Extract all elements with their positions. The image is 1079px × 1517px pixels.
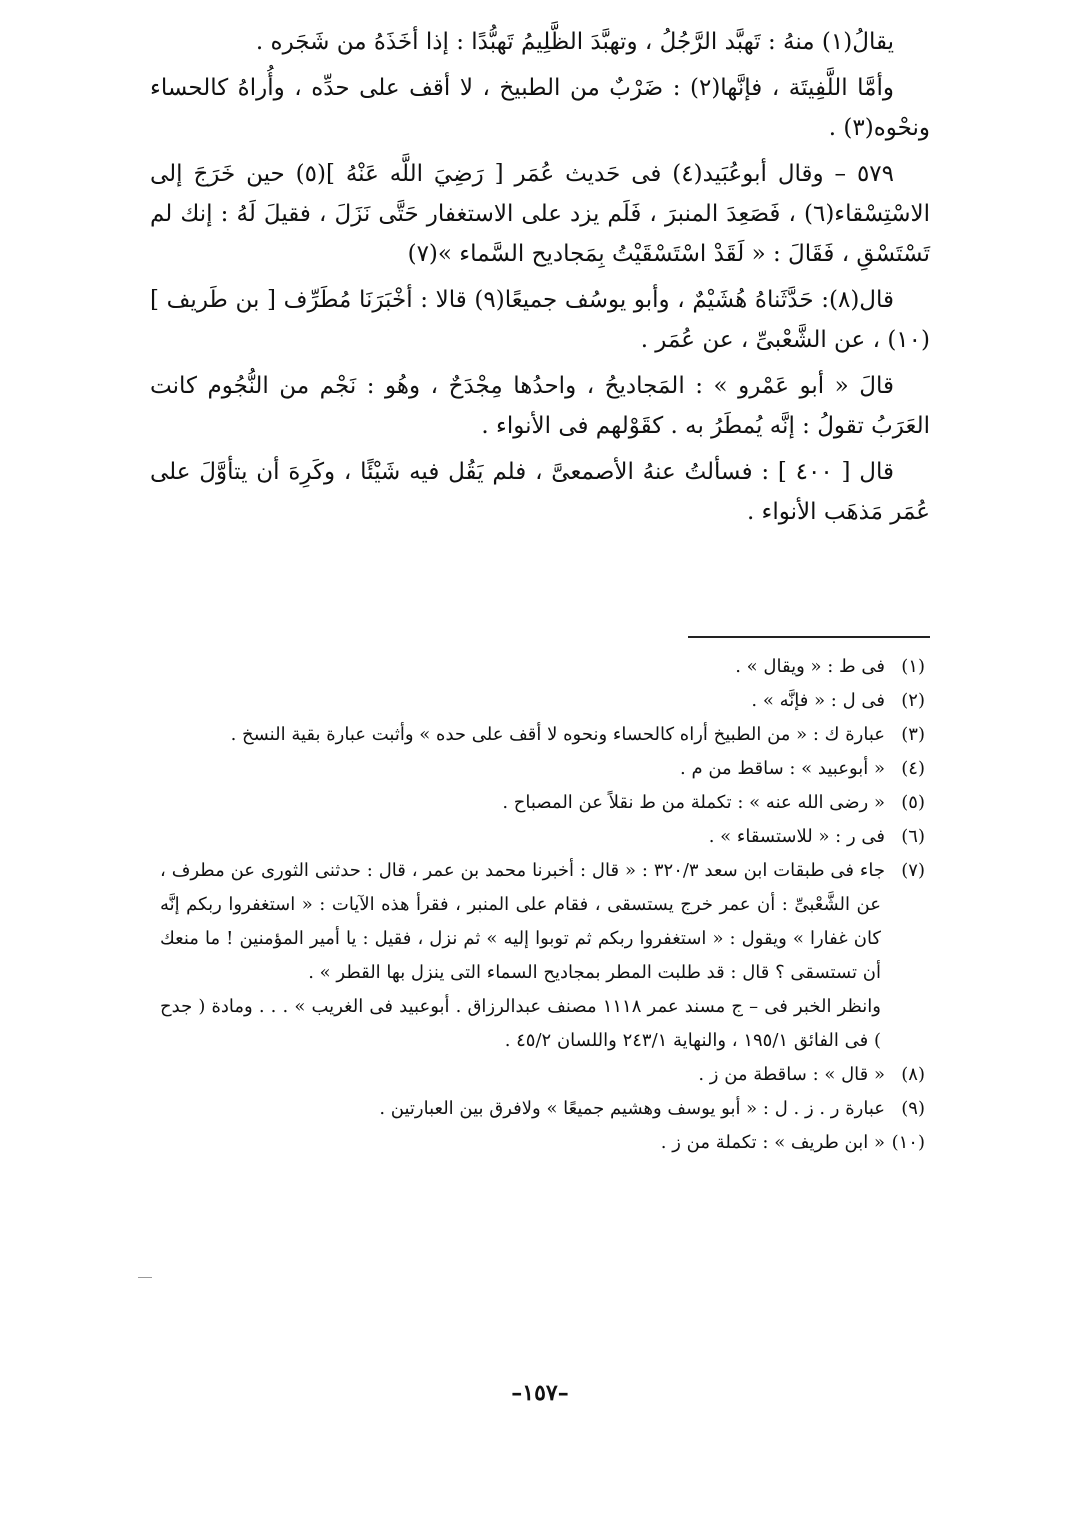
footnote-number: (٣) — [901, 724, 925, 745]
footnote-text: « ابن طريف » : تكملة من ز . — [660, 1132, 885, 1153]
paragraph: قال(٨): حَدَّثَناهُ هُشَيْمٌ ، وأبو يوسُف جميعًا(٩) قالا : أخْبَرَنَا مُطَرِّف [ بن طَريف ](١٠) ، عن الشَّعْبىِّ ، عن عُمَر . — [150, 287, 930, 353]
footnote — [160, 752, 925, 786]
footnote — [160, 684, 925, 718]
footnote-number: (٨) — [901, 1064, 925, 1085]
footnote-text: فى ر : « للاستسقاء » . — [708, 826, 885, 847]
paragraph: قال [ ٤٠٠ ] : فسألتُ عنهُ الأصمعىَّ ، فلم يَقُل فيه شَيْئًا ، وكَرِهَ أن يتأوَّلَ على عُمَر مَذهَب الأنواء . — [150, 459, 930, 525]
footnote-number: (٦) — [901, 826, 925, 847]
page-number: –١٥٧– — [511, 1380, 569, 1406]
footnote-number: (٧) — [901, 860, 925, 881]
footnote — [160, 854, 925, 990]
footnote — [160, 718, 925, 752]
footnote-number: (٥) — [901, 792, 925, 813]
footnote — [160, 786, 925, 820]
footnote-number: (٤) — [901, 758, 925, 779]
footnote-text: وانظر الخبر فى – ج مسند عمر ١١١٨ مصنف عبدالرزاق . أبوعبيد فى الغريب » . . . ومادة ( جدح ) فى الفائق ١٩٥/١ ، والنهاية ٢٤٣/١ واللسان ٤٥/٢ . — [160, 996, 881, 1051]
footnote — [160, 650, 925, 684]
footnote — [160, 1058, 925, 1092]
paragraph: يقالُ(١) منهُ : تَهبَّد الرَّجُلُ ، وتهبَّدَ الظَّلِيمُ تَهبُّدًا : إذا أخَذَهُ من شَجَره . — [255, 29, 894, 55]
footnote-number: (٢) — [901, 690, 925, 711]
paragraph: قالَ « أبو عَمْرو » : المَجاديحُ ، واحدُها مِجْدَحٌ ، وهُو : نَجْم من النُّجُوم كانت العَرَبُ تقولُ : إنَّه يُمطَرُ به . كقَوْلهم فى الأنواء . — [150, 373, 930, 439]
scan-mark — [138, 1277, 152, 1278]
footnote-number: (١) — [901, 656, 925, 677]
footnote-number: (١٠) — [891, 1132, 925, 1153]
footnote-text: عبارة ك : « من الطبيخ أراه كالحساء ونحوه لا أقف على حده » وأثبت عبارة بقية النسخ . — [230, 724, 885, 745]
footnote — [160, 1092, 925, 1126]
footnote-text: جاء فى طبقات ابن سعد ٣٢٠/٣ : « قال : أخبرنا محمد بن عمر ، قال : حدثنى الثورى عن مطرف ، عن الشَّعْبىِّ : أن عمر خرج يستسقى ، فقام على المنبر ، فقرأ هذه الآيات : « استغفروا ربكم إنَّه كان غفارا » ويقول : « استغفروا ربكم ثم توبوا إليه » ثم نزل ، فقيل : يا أمير المؤمنين ! ما منعك أن تستسقى ؟ قال : قد طلبت المطر بمجاديح السماء التى ينزل بها القطر » . — [160, 860, 885, 983]
paragraph: وأمَّا اللَّفِيتَة ، فإنَّها(٢) : ضَرْبٌ من الطبيخ ، لا أقف على حدِّه ، وأُراهُ كالحساء ونحْوه(٣) . — [150, 75, 930, 141]
footnote — [160, 1126, 925, 1160]
paragraph: ٥٧٩ – وقال أبوعُبَيد(٤) فى حَديث عُمَر [ رَضِيَ اللَّه عَنْهُ ](٥) حين خَرَجَ إلى الاسْتِسْقاء(٦) ، فَصَعِدَ المنبرَ ، فَلَم يزد على الاستغفار حَتَّى نَزَلَ ، فقيلَ لَهُ : إنك لم تَسْتَسْقِ ، فَقَالَ : « لَقَدْ اسْتَسْقَيْتُ بِمَجاديح السَّماء »(٧) — [150, 161, 930, 267]
footnote-continuation — [160, 990, 925, 1058]
footnote-text: « رضى الله عنه » : تكملة من ط نقلاً عن المصباح . — [502, 792, 885, 813]
footnote-divider — [688, 636, 930, 638]
footnote-text: « أبوعبيد » : ساقط من م . — [680, 758, 885, 779]
footnote-number: (٩) — [901, 1098, 925, 1119]
footnote-text: فى ط : « ويقال » . — [735, 656, 885, 677]
main-text — [150, 22, 930, 538]
footnote-text: عبارة ر . ز . ل : « أبو يوسف وهشيم جميعًا » ولافرق بين العبارتين . — [379, 1098, 885, 1119]
footnote-text: « قال » : ساقطة من ز . — [698, 1064, 885, 1085]
footnote — [160, 820, 925, 854]
footnotes — [160, 650, 925, 1160]
footnote-text: فى ل : « فإنَّه » . — [751, 690, 885, 711]
